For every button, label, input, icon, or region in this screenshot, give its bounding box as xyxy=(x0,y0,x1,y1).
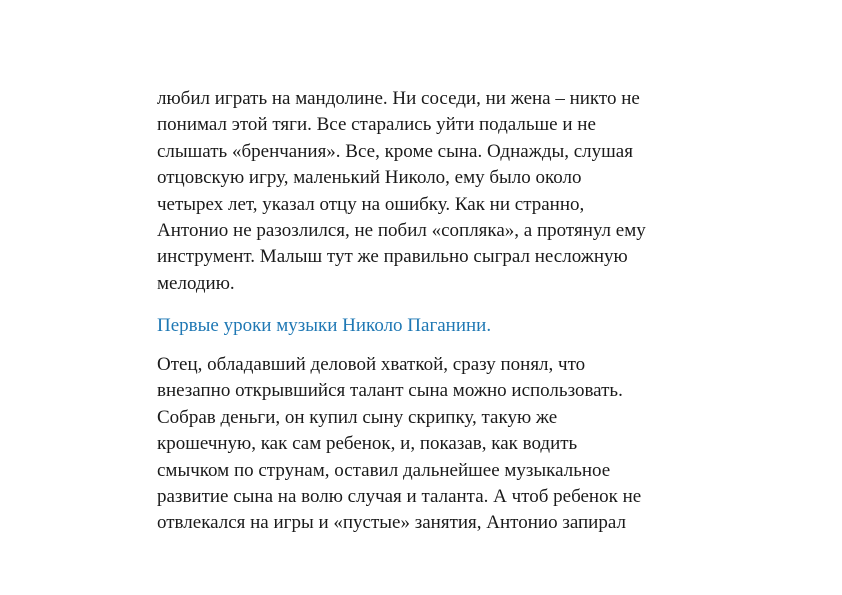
text-line: слышать «бренчания». Все, кроме сына. Однажды, слушая xyxy=(157,140,633,162)
text-line: Собрав деньги, он купил сыну скрипку, такую же xyxy=(157,406,558,428)
paragraph-2 xyxy=(157,352,737,537)
text-line: понимал этой тяги. Все старались уйти подальше и не xyxy=(157,114,596,136)
text-line: отвлекался на игры и «пустые» занятия, Антонио запирал xyxy=(157,512,626,534)
text-line: отцовскую игру, маленький Николо, ему было около xyxy=(157,167,582,189)
paragraph-1 xyxy=(157,86,737,297)
text-line: любил играть на мандолине. Ни соседи, ни жена – никто не xyxy=(157,88,640,109)
text-line: крошечную, как сам ребенок, и, показав, как водить xyxy=(157,433,578,455)
text-line: Антонио не разозлился, не побил «сопляка», а протянул ему xyxy=(157,220,646,242)
section-heading: Первые уроки музыки Николо Паганини. xyxy=(157,315,492,336)
text-line: четырех лет, указал отцу на ошибку. Как ни странно, xyxy=(157,193,585,215)
text-line: Отец, обладавший деловой хваткой, сразу понял, что xyxy=(157,354,586,375)
text-line: развитие сына на волю случая и таланта. А чтоб ребенок не xyxy=(157,486,642,508)
text-line: внезапно открывшийся талант сына можно использовать. xyxy=(157,380,623,402)
text-line: смычком по струнам, оставил дальнейшее музыкальное xyxy=(157,459,611,481)
text-line: инструмент. Малыш тут же правильно сыграл несложную xyxy=(157,246,628,268)
text-line: мелодию. xyxy=(157,272,235,294)
